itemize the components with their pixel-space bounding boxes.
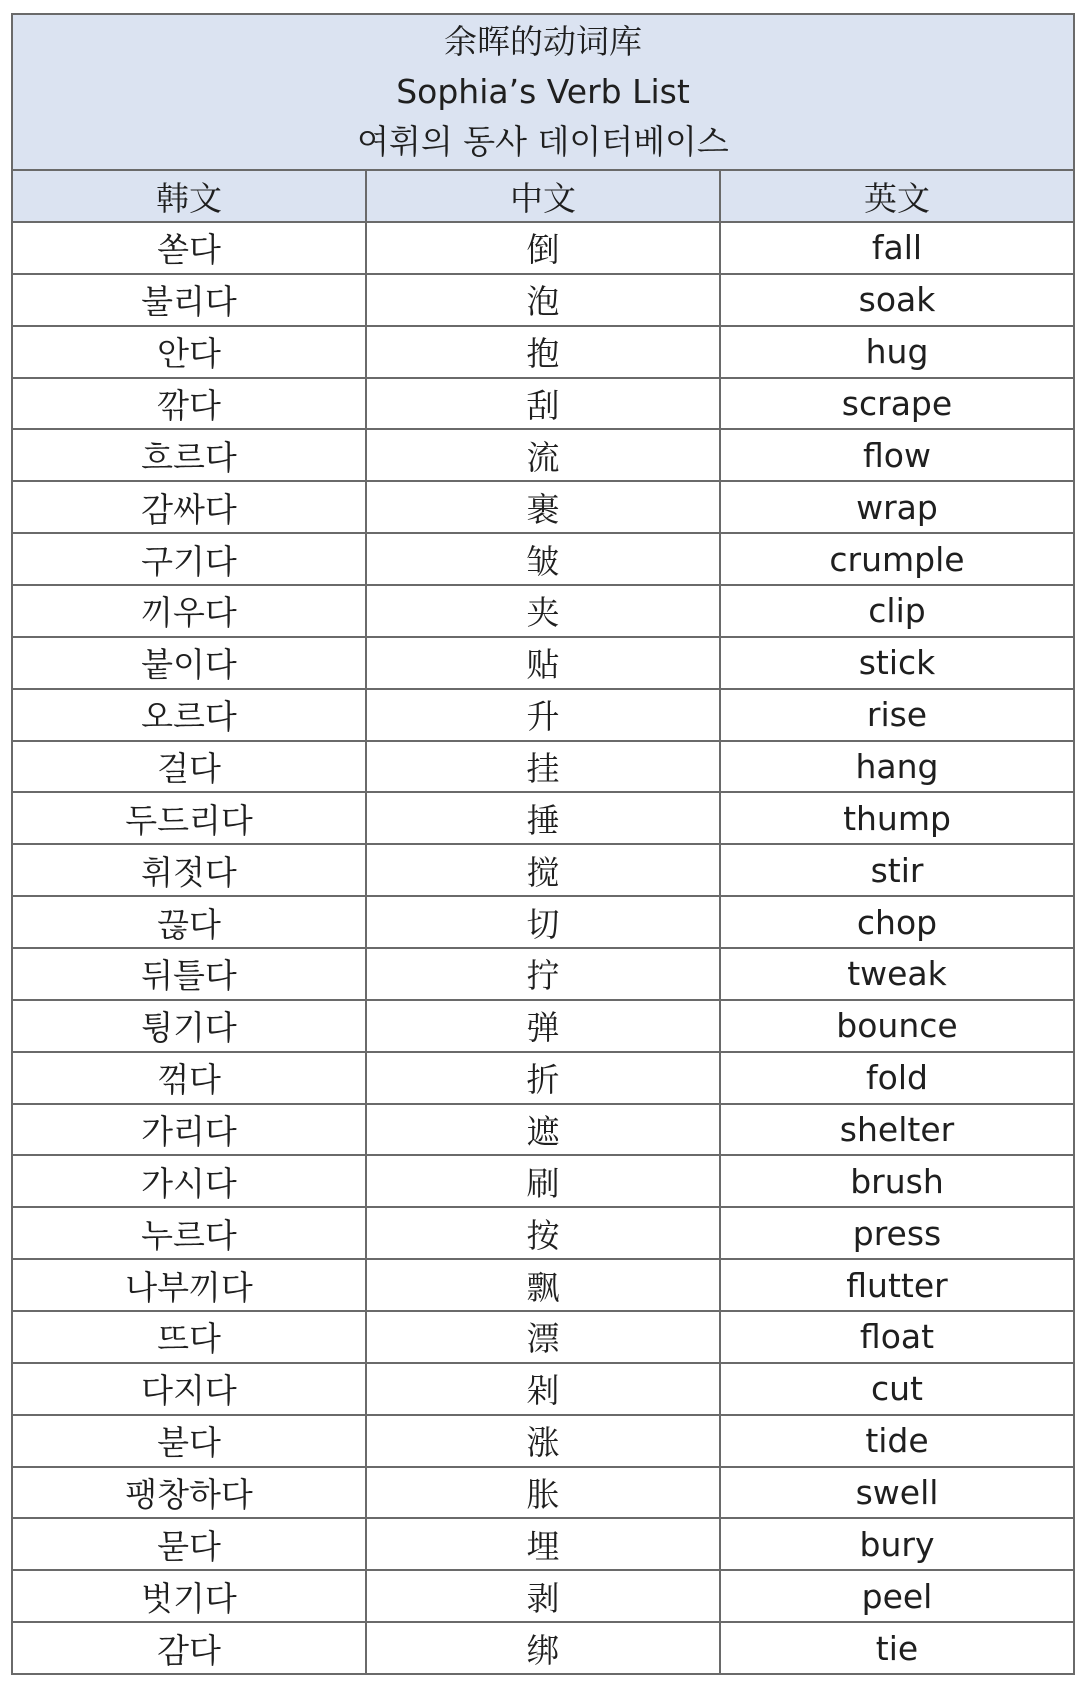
table-row	[13, 327, 1073, 379]
cell-english: rise	[719, 690, 1073, 740]
table-row	[13, 1364, 1073, 1416]
table-row	[13, 742, 1073, 794]
table-row	[13, 1156, 1073, 1208]
cell-korean: 구기다	[141, 541, 237, 581]
title-english: Sophia’s Verb List	[396, 72, 690, 111]
cell-korean: 쏟다	[157, 230, 221, 270]
cell-english: press	[719, 1208, 1073, 1258]
table-title-block	[13, 15, 1073, 171]
cell-chinese: 搅	[365, 845, 719, 895]
cell-chinese: 皱	[365, 534, 719, 584]
cell-chinese: 绑	[365, 1623, 719, 1673]
cell-english: crumple	[719, 534, 1073, 584]
table-row	[13, 379, 1073, 431]
table-row	[13, 1416, 1073, 1468]
table-row	[13, 845, 1073, 897]
cell-english: tide	[719, 1416, 1073, 1466]
cell-chinese: 拧	[365, 949, 719, 999]
cell-chinese: 贴	[365, 638, 719, 688]
cell-korean: 붙이다	[141, 645, 237, 685]
cell-chinese: 泡	[365, 275, 719, 325]
cell-chinese: 流	[365, 430, 719, 480]
cell-chinese: 抱	[365, 327, 719, 377]
cell-chinese: 飘	[365, 1260, 719, 1310]
cell-korean: 묻다	[157, 1526, 221, 1566]
cell-korean: 튕기다	[141, 1008, 237, 1048]
table-body	[13, 223, 1073, 1673]
cell-chinese: 弹	[365, 1001, 719, 1051]
cell-chinese: 漂	[365, 1312, 719, 1362]
cell-korean: 두드리다	[125, 800, 253, 840]
title-korean: 여휘의 동사 데이터베이스	[357, 122, 729, 161]
cell-korean: 깎다	[157, 386, 221, 425]
cell-korean: 휘젓다	[141, 852, 237, 892]
cell-korean: 걸다	[157, 749, 221, 789]
cell-chinese: 裹	[365, 482, 719, 532]
column-header-korean: 韩文	[156, 178, 222, 218]
cell-english: flow	[719, 430, 1073, 480]
table-row	[13, 1571, 1073, 1623]
cell-chinese: 倒	[365, 223, 719, 273]
cell-chinese: 埋	[365, 1519, 719, 1569]
verb-table	[11, 13, 1075, 1675]
cell-korean: 불리다	[141, 282, 237, 322]
cell-chinese: 剁	[365, 1364, 719, 1414]
cell-english: peel	[719, 1571, 1073, 1621]
cell-chinese: 夹	[365, 586, 719, 636]
cell-korean: 끊다	[157, 904, 221, 944]
table-row	[13, 534, 1073, 586]
cell-chinese: 挂	[365, 742, 719, 792]
cell-chinese: 折	[365, 1053, 719, 1103]
table-row	[13, 1105, 1073, 1157]
table-row	[13, 1260, 1073, 1312]
cell-english: chop	[719, 897, 1073, 947]
cell-english: soak	[719, 275, 1073, 325]
cell-english: scrape	[719, 379, 1073, 429]
cell-korean: 꺾다	[157, 1060, 221, 1100]
cell-chinese: 刮	[365, 379, 719, 429]
cell-english: shelter	[719, 1105, 1073, 1155]
cell-korean: 누르다	[141, 1215, 237, 1255]
cell-korean: 붇다	[157, 1423, 221, 1463]
cell-english: float	[719, 1312, 1073, 1362]
column-header-english: 英文	[719, 171, 1073, 221]
cell-english: wrap	[719, 482, 1073, 532]
cell-chinese: 捶	[365, 793, 719, 843]
table-row	[13, 1053, 1073, 1105]
cell-chinese: 胀	[365, 1468, 719, 1518]
cell-english: tweak	[719, 949, 1073, 999]
cell-english: bury	[719, 1519, 1073, 1569]
table-row	[13, 1623, 1073, 1673]
cell-korean: 가시다	[141, 1163, 237, 1203]
cell-english: bounce	[719, 1001, 1073, 1051]
cell-chinese: 切	[365, 897, 719, 947]
column-header-row	[13, 171, 1073, 223]
cell-english: fold	[719, 1053, 1073, 1103]
table-row	[13, 949, 1073, 1001]
table-row	[13, 1519, 1073, 1571]
table-row	[13, 275, 1073, 327]
cell-english: stir	[719, 845, 1073, 895]
cell-korean: 감싸다	[141, 489, 237, 529]
table-row	[13, 690, 1073, 742]
cell-korean: 나부끼다	[125, 1267, 253, 1307]
cell-english: hang	[719, 742, 1073, 792]
cell-korean: 끼우다	[141, 593, 237, 633]
cell-korean: 감다	[157, 1630, 221, 1670]
cell-chinese: 涨	[365, 1416, 719, 1466]
cell-english: clip	[719, 586, 1073, 636]
cell-chinese: 升	[365, 690, 719, 740]
cell-chinese: 刷	[365, 1156, 719, 1206]
cell-english: hug	[719, 327, 1073, 377]
table-row	[13, 586, 1073, 638]
cell-korean: 다지다	[141, 1371, 237, 1411]
table-row	[13, 482, 1073, 534]
cell-english: tie	[719, 1623, 1073, 1673]
cell-english: flutter	[719, 1260, 1073, 1310]
table-row	[13, 897, 1073, 949]
cell-korean: 오르다	[141, 697, 237, 737]
cell-english: fall	[719, 223, 1073, 273]
table-row	[13, 1001, 1073, 1053]
table-row	[13, 1312, 1073, 1364]
title-chinese: 余晖的动词库	[444, 22, 642, 61]
table-row	[13, 793, 1073, 845]
cell-korean: 안다	[157, 334, 221, 374]
cell-english: cut	[719, 1364, 1073, 1414]
cell-chinese: 按	[365, 1208, 719, 1258]
cell-korean: 뜨다	[157, 1319, 221, 1359]
column-header-chinese: 中文	[365, 171, 719, 221]
cell-chinese: 遮	[365, 1105, 719, 1155]
cell-korean: 팽창하다	[125, 1475, 253, 1515]
cell-english: stick	[719, 638, 1073, 688]
cell-english: swell	[719, 1468, 1073, 1518]
table-row	[13, 223, 1073, 275]
cell-english: brush	[719, 1156, 1073, 1206]
cell-korean: 가리다	[141, 1112, 237, 1152]
cell-english: thump	[719, 793, 1073, 843]
table-row	[13, 430, 1073, 482]
cell-chinese: 剥	[365, 1571, 719, 1621]
cell-korean: 흐르다	[141, 437, 237, 477]
cell-korean: 뒤틀다	[141, 956, 237, 996]
cell-korean: 벗기다	[141, 1578, 237, 1618]
table-row	[13, 638, 1073, 690]
table-row	[13, 1208, 1073, 1260]
table-row	[13, 1468, 1073, 1520]
